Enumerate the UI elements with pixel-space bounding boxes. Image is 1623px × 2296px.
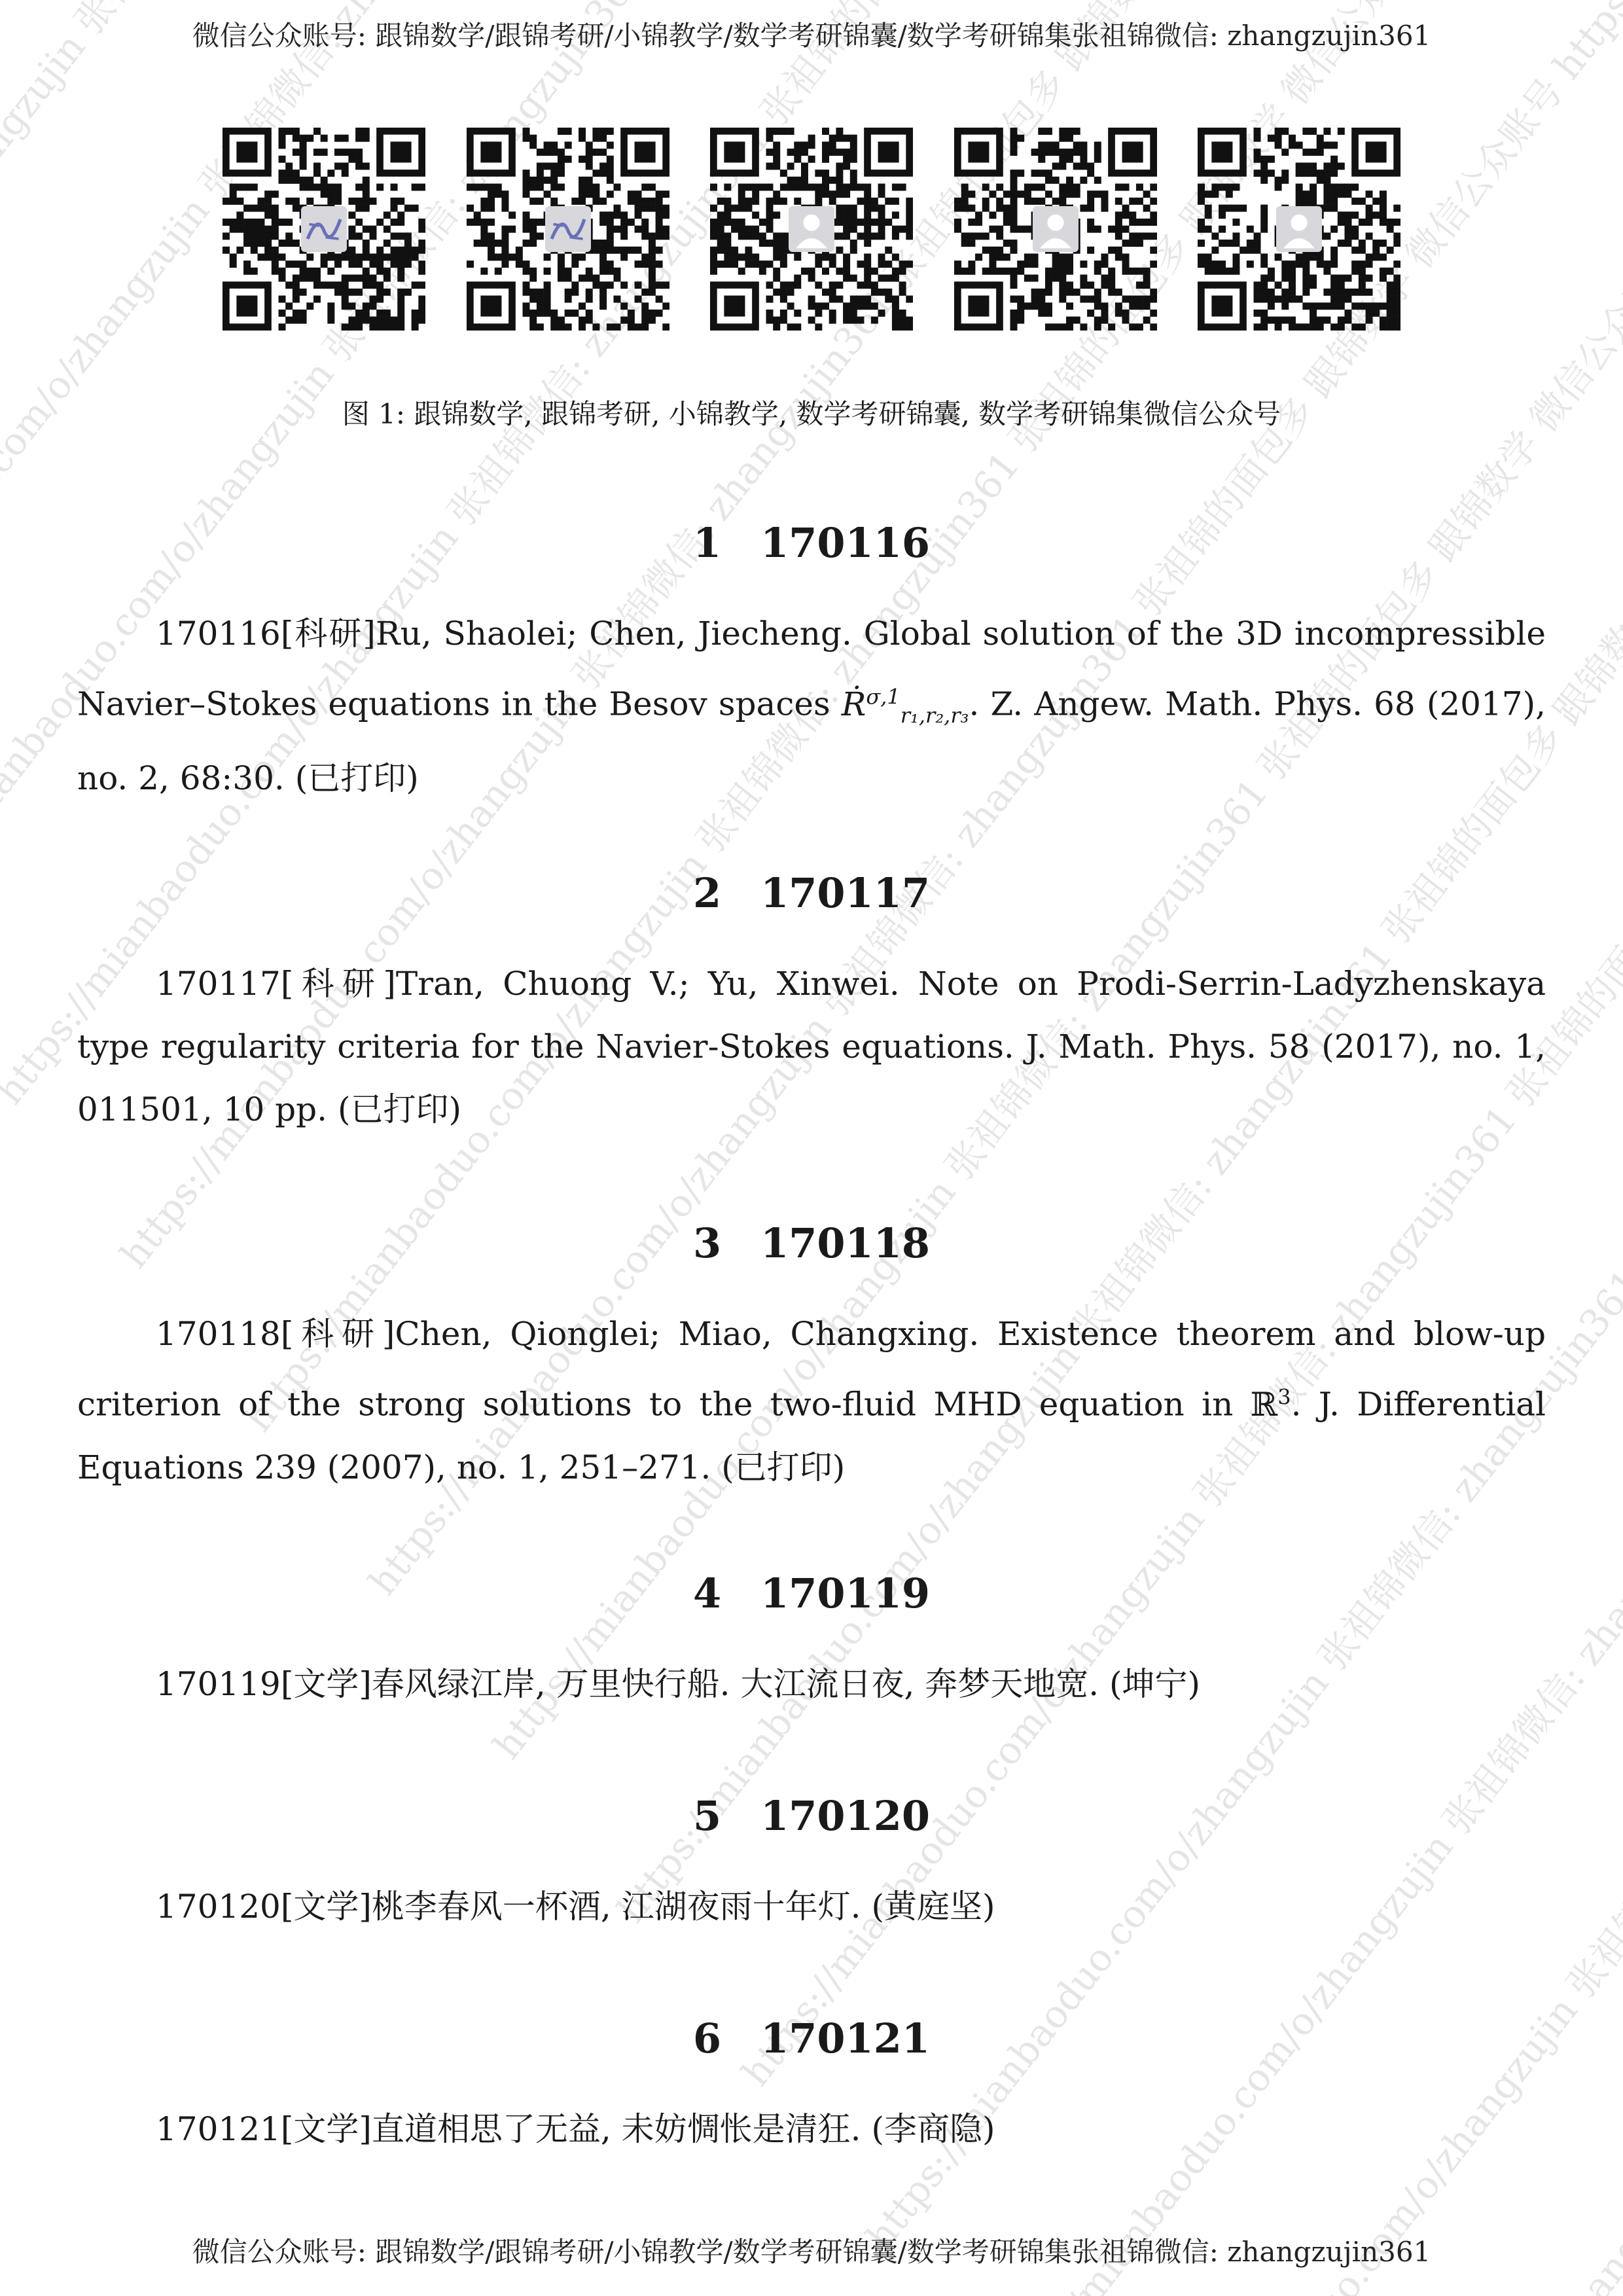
page-footer: 微信公众账号: 跟锦数学/跟锦考研/小锦教学/数学考研锦囊/数学考研锦集张祖锦微信: zhangzujin361 — [0, 2231, 1623, 2270]
section-170119 — [77, 1561, 1546, 1784]
section-number: 6 — [693, 2015, 721, 2062]
section-170118 — [77, 1211, 1546, 1561]
section-170116 — [77, 511, 1546, 861]
section-heading — [77, 1561, 1546, 1626]
genjin-logo-icon — [301, 128, 347, 331]
section-number: 3 — [693, 1219, 721, 1267]
entry-text — [77, 602, 1546, 810]
qr-code — [1198, 128, 1400, 331]
section-number: 2 — [693, 869, 721, 917]
qr-logo — [789, 206, 834, 252]
section-title: 170119 — [760, 1570, 930, 1617]
entry-text: 170120[文学]桃李春风一杯酒, 江湖夜雨十年灯. (黄庭坚) — [77, 1875, 1546, 1938]
entry-text: 170119[文学]春风绿江岸, 万里快行船. 大江流日夜, 奔梦天地宽. (坤宁) — [77, 1653, 1546, 1715]
figure-caption: 图 1: 跟锦数学, 跟锦考研, 小锦教学, 数学考研锦囊, 数学考研锦集微信公众号 — [0, 393, 1623, 432]
math-base: ℝ — [1251, 1386, 1278, 1424]
entry-text — [77, 1302, 1546, 1499]
entry-text: 170117[科研]Tran, Chuong V.; Yu, Xinwei. Note on Prodi-Serrin-Ladyzhenskaya type regularity criteria for the Navier-Stokes equations. J. Math. Phys. 58 (2017), no. 1, 011501, 10 pp. (已打印) — [77, 952, 1546, 1141]
math-besov-space — [842, 685, 969, 723]
qr-code — [954, 128, 1157, 331]
section-170121 — [77, 2006, 1546, 2229]
qr-logo — [1276, 206, 1322, 252]
qr-code — [710, 128, 913, 331]
section-title: 170117 — [760, 869, 930, 917]
entry-text: 170121[文学]直道相思了无益, 未妨惆怅是清狂. (李商隐) — [77, 2098, 1546, 2161]
entry-text-part: . Z. Angew. Math. Phys. 68 (2017), no. 2, 68:30. (已打印) — [77, 685, 1546, 797]
section-heading — [77, 1784, 1546, 1849]
math-sup: σ,1 — [866, 684, 900, 709]
section-170117 — [77, 861, 1546, 1211]
math-base: Ṙ — [842, 685, 866, 723]
main-content — [77, 511, 1546, 2229]
entry-text-part: 170118[科研]Chen, Qionglei; Miao, Changxing. Existence theorem and blow-up criterion of the strong solutions to the two-fluid MHD equation in — [77, 1315, 1546, 1424]
avatar-icon — [789, 128, 834, 331]
page-header: 微信公众账号: 跟锦数学/跟锦考研/小锦教学/数学考研锦囊/数学考研锦集张祖锦微信: zhangzujin361 — [0, 14, 1623, 54]
watermark-text — [1597, 0, 1623, 2296]
qr-code — [467, 128, 669, 331]
math-sub: r₁,r₂,r₃ — [901, 703, 969, 728]
entry-text-part: 170116[科研]Ru, Shaolei; Chen, Jiecheng. Global solution of the 3D incompressible Navier–Stokes equations in the Besov spaces — [77, 615, 1546, 723]
section-title: 170121 — [760, 2015, 930, 2062]
entry-text-part: . J. Differential Equations 239 (2007), no. 1, 251–271. (已打印) — [77, 1386, 1546, 1486]
qr-logo — [1033, 206, 1079, 252]
genjin-logo-icon — [545, 128, 591, 331]
section-number: 1 — [693, 519, 721, 567]
section-title: 170116 — [760, 519, 930, 567]
math-sup: 3 — [1277, 1384, 1291, 1409]
math-r3 — [1251, 1386, 1291, 1424]
avatar-icon — [1033, 128, 1079, 331]
section-heading — [77, 2006, 1546, 2072]
section-170120 — [77, 1784, 1546, 2006]
qr-code — [223, 128, 425, 331]
qr-logo — [545, 206, 591, 252]
qr-logo — [301, 206, 347, 252]
section-number: 5 — [693, 1792, 721, 1840]
section-heading — [77, 1211, 1546, 1276]
section-heading — [77, 511, 1546, 576]
section-title: 170120 — [760, 1792, 930, 1840]
section-number: 4 — [693, 1570, 721, 1617]
qr-code-row — [223, 128, 1400, 334]
section-title: 170118 — [760, 1219, 930, 1267]
section-heading — [77, 861, 1546, 926]
avatar-icon — [1276, 128, 1322, 331]
